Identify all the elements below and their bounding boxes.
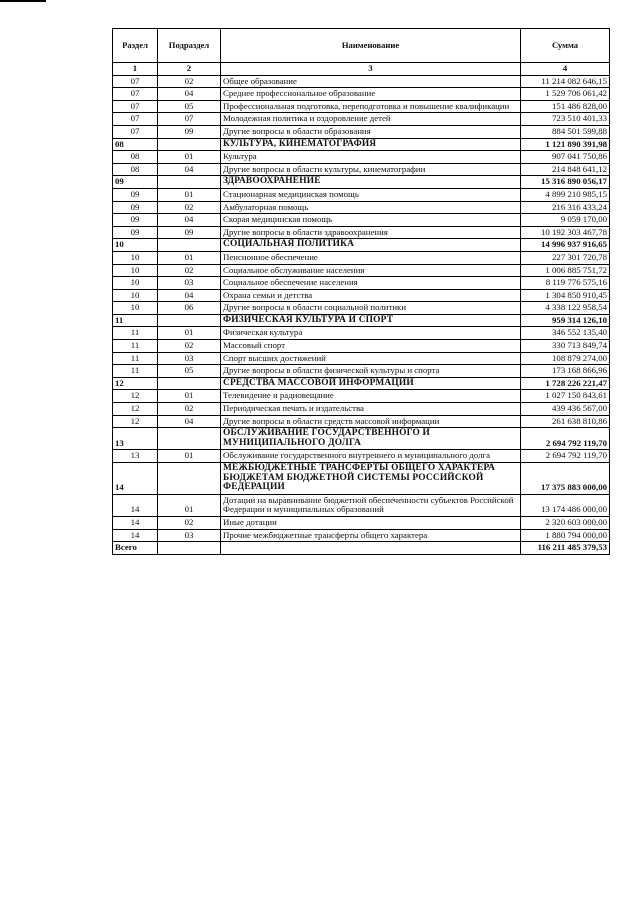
podrazdel-cell: 04: [158, 289, 221, 302]
table-row: [113, 251, 610, 264]
podrazdel-cell: 02: [158, 75, 221, 88]
podrazdel-cell: 01: [158, 494, 221, 516]
podrazdel-cell: 04: [158, 415, 221, 428]
budget-table: [112, 28, 610, 555]
razdel-cell: 10: [113, 251, 158, 264]
razdel-cell: 10: [113, 302, 158, 315]
sum-cell: 108 879 274,00: [521, 352, 610, 365]
name-cell: Другие вопросы в области средств массовой информации: [221, 415, 521, 428]
sum-cell: 2 694 792 119,70: [521, 428, 610, 450]
razdel-cell: 07: [113, 75, 158, 88]
name-cell: Пенсионное обеспечение: [221, 251, 521, 264]
razdel-cell: 07: [113, 88, 158, 101]
sum-cell: 1 121 890 391,98: [521, 138, 610, 151]
name-cell: Социальное обеспечение населения: [221, 277, 521, 290]
name-cell: СРЕДСТВА МАССОВОЙ ИНФОРМАЦИИ: [221, 377, 521, 390]
table-row: [113, 340, 610, 353]
sum-cell: 227 301 720,78: [521, 251, 610, 264]
section-row: [113, 463, 610, 495]
razdel-cell: 09: [113, 188, 158, 201]
podrazdel-cell: 09: [158, 226, 221, 239]
razdel-cell: 09: [113, 214, 158, 227]
top-rule: [0, 0, 46, 2]
razdel-cell: 10: [113, 264, 158, 277]
section-row: [113, 377, 610, 390]
razdel-cell: 09: [113, 226, 158, 239]
table-row: [113, 151, 610, 164]
column-number: 4: [521, 63, 610, 76]
sum-cell: 346 552 135,40: [521, 327, 610, 340]
podrazdel-cell: [158, 314, 221, 327]
name-cell: Социальное обслуживание населения: [221, 264, 521, 277]
name-cell: КУЛЬТУРА, КИНЕМАТОГРАФИЯ: [221, 138, 521, 151]
name-cell: ОБСЛУЖИВАНИЕ ГОСУДАРСТВЕННОГО И МУНИЦИПАЛЬНОГО ДОЛГА: [221, 428, 521, 450]
sum-cell: 1 728 226 221,47: [521, 377, 610, 390]
sum-cell: 9 059 170,00: [521, 214, 610, 227]
column-number: 2: [158, 63, 221, 76]
podrazdel-cell: 02: [158, 264, 221, 277]
podrazdel-cell: 01: [158, 188, 221, 201]
podrazdel-cell: 03: [158, 529, 221, 542]
podrazdel-cell: [158, 463, 221, 495]
razdel-cell: 07: [113, 113, 158, 126]
razdel-cell: 14: [113, 529, 158, 542]
name-cell: МЕЖБЮДЖЕТНЫЕ ТРАНСФЕРТЫ ОБЩЕГО ХАРАКТЕРА БЮДЖЕТАМ БЮДЖЕТНОЙ СИСТЕМЫ РОССИЙСКОЙ ФЕДЕРАЦИИ: [221, 463, 521, 495]
razdel-cell: 11: [113, 365, 158, 378]
podrazdel-cell: 04: [158, 88, 221, 101]
razdel-cell: 08: [113, 163, 158, 176]
sum-cell: 1 880 794 000,00: [521, 529, 610, 542]
section-row: [113, 176, 610, 189]
table-row: [113, 327, 610, 340]
podrazdel-cell: 01: [158, 251, 221, 264]
header-row: [113, 29, 610, 63]
name-cell: Телевидение и радиовещание: [221, 390, 521, 403]
table-row: [113, 450, 610, 463]
name-cell: Культура: [221, 151, 521, 164]
name-cell: Физическая культура: [221, 327, 521, 340]
header-sum: Сумма: [521, 29, 610, 63]
table-row: [113, 88, 610, 101]
sum-cell: 2 694 792 119,70: [521, 450, 610, 463]
table-row: [113, 529, 610, 542]
header-razdel: Раздел: [113, 29, 158, 63]
name-cell: Другие вопросы в области культуры, кинематографии: [221, 163, 521, 176]
sum-cell: 330 713 849,74: [521, 340, 610, 353]
name-cell: ФИЗИЧЕСКАЯ КУЛЬТУРА И СПОРТ: [221, 314, 521, 327]
table-row: [113, 352, 610, 365]
podrazdel-cell: [158, 176, 221, 189]
name-cell: Среднее профессиональное образование: [221, 88, 521, 101]
section-row: [113, 138, 610, 151]
table-row: [113, 100, 610, 113]
table-row: [113, 113, 610, 126]
total-row: [113, 542, 610, 555]
razdel-cell: 11: [113, 314, 158, 327]
table-body: [113, 75, 610, 542]
razdel-cell: 14: [113, 463, 158, 495]
table-row: [113, 302, 610, 315]
name-cell: Стационарная медицинская помощь: [221, 188, 521, 201]
sum-cell: 2 320 603 000,00: [521, 516, 610, 529]
sum-cell: 959 314 126,10: [521, 314, 610, 327]
sum-cell: 1 027 150 843,61: [521, 390, 610, 403]
sum-cell: 261 638 810,86: [521, 415, 610, 428]
table-row: [113, 264, 610, 277]
razdel-cell: 10: [113, 277, 158, 290]
podrazdel-cell: 02: [158, 516, 221, 529]
sum-cell: 439 436 567,00: [521, 403, 610, 416]
podrazdel-cell: [158, 239, 221, 252]
table-row: [113, 214, 610, 227]
sum-cell: 15 316 890 056,17: [521, 176, 610, 189]
razdel-cell: 09: [113, 176, 158, 189]
sum-cell: 173 168 866,96: [521, 365, 610, 378]
name-cell: Периодическая печать и издательства: [221, 403, 521, 416]
sum-cell: 723 510 401,33: [521, 113, 610, 126]
name-cell: Скорая медицинская помощь: [221, 214, 521, 227]
name-cell: Другие вопросы в области образования: [221, 125, 521, 138]
table-row: [113, 390, 610, 403]
podrazdel-cell: 01: [158, 390, 221, 403]
name-cell: Амбулаторная помощь: [221, 201, 521, 214]
sum-cell: 151 486 828,00: [521, 100, 610, 113]
name-cell: Общее образование: [221, 75, 521, 88]
table-row: [113, 188, 610, 201]
total-empty-cell: [221, 542, 521, 555]
razdel-cell: 07: [113, 125, 158, 138]
razdel-cell: 11: [113, 352, 158, 365]
razdel-cell: 11: [113, 327, 158, 340]
sum-cell: 13 174 486 000,00: [521, 494, 610, 516]
name-cell: Охрана семьи и детства: [221, 289, 521, 302]
table-row: [113, 403, 610, 416]
podrazdel-cell: 06: [158, 302, 221, 315]
sum-cell: 1 529 706 061,42: [521, 88, 610, 101]
podrazdel-cell: 03: [158, 277, 221, 290]
podrazdel-cell: 04: [158, 214, 221, 227]
razdel-cell: 11: [113, 340, 158, 353]
section-row: [113, 428, 610, 450]
name-cell: Другие вопросы в области здравоохранения: [221, 226, 521, 239]
name-cell: Молодежная политика и оздоровление детей: [221, 113, 521, 126]
table-row: [113, 415, 610, 428]
sum-cell: 4 899 210 985,15: [521, 188, 610, 201]
table-row: [113, 201, 610, 214]
podrazdel-cell: 01: [158, 450, 221, 463]
column-number: 1: [113, 63, 158, 76]
podrazdel-cell: [158, 377, 221, 390]
sum-cell: 214 848 641,12: [521, 163, 610, 176]
razdel-cell: 12: [113, 403, 158, 416]
razdel-cell: 13: [113, 428, 158, 450]
razdel-cell: 07: [113, 100, 158, 113]
header-podrazdel: Подраздел: [158, 29, 221, 63]
name-cell: СОЦИАЛЬНАЯ ПОЛИТИКА: [221, 239, 521, 252]
table-row: [113, 494, 610, 516]
table-row: [113, 277, 610, 290]
razdel-cell: 12: [113, 415, 158, 428]
podrazdel-cell: [158, 428, 221, 450]
name-cell: Иные дотации: [221, 516, 521, 529]
podrazdel-cell: 05: [158, 365, 221, 378]
table-row: [113, 289, 610, 302]
total-label: Всего: [113, 542, 158, 555]
podrazdel-cell: 01: [158, 151, 221, 164]
sum-cell: 8 119 776 575,16: [521, 277, 610, 290]
column-number-row: [113, 63, 610, 76]
razdel-cell: 10: [113, 289, 158, 302]
section-row: [113, 314, 610, 327]
podrazdel-cell: 09: [158, 125, 221, 138]
name-cell: Другие вопросы в области социальной политики: [221, 302, 521, 315]
podrazdel-cell: 01: [158, 327, 221, 340]
sum-cell: 11 214 082 646,15: [521, 75, 610, 88]
total-empty-cell: [158, 542, 221, 555]
podrazdel-cell: 04: [158, 163, 221, 176]
name-cell: Другие вопросы в области физической культуры и спорта: [221, 365, 521, 378]
sum-cell: 14 996 937 916,65: [521, 239, 610, 252]
podrazdel-cell: 02: [158, 201, 221, 214]
razdel-cell: 13: [113, 450, 158, 463]
podrazdel-cell: 02: [158, 340, 221, 353]
table-row: [113, 75, 610, 88]
total-sum: 116 211 485 379,53: [521, 542, 610, 555]
header-name: Наименование: [221, 29, 521, 63]
name-cell: Обслуживание государственного внутреннего и муниципального долга: [221, 450, 521, 463]
table-row: [113, 163, 610, 176]
table-row: [113, 226, 610, 239]
podrazdel-cell: 03: [158, 352, 221, 365]
table-row: [113, 125, 610, 138]
razdel-cell: 12: [113, 377, 158, 390]
razdel-cell: 08: [113, 138, 158, 151]
podrazdel-cell: [158, 138, 221, 151]
podrazdel-cell: 02: [158, 403, 221, 416]
razdel-cell: 10: [113, 239, 158, 252]
sum-cell: 10 192 303 467,78: [521, 226, 610, 239]
razdel-cell: 12: [113, 390, 158, 403]
name-cell: Прочие межбюджетные трансферты общего характера: [221, 529, 521, 542]
razdel-cell: 09: [113, 201, 158, 214]
podrazdel-cell: 07: [158, 113, 221, 126]
sum-cell: 907 041 750,86: [521, 151, 610, 164]
razdel-cell: 08: [113, 151, 158, 164]
sum-cell: 1 006 885 751,72: [521, 264, 610, 277]
razdel-cell: 14: [113, 516, 158, 529]
sum-cell: 1 304 850 910,45: [521, 289, 610, 302]
section-row: [113, 239, 610, 252]
name-cell: Профессиональная подготовка, переподготовка и повышение квалификации: [221, 100, 521, 113]
sum-cell: 216 316 433,24: [521, 201, 610, 214]
sum-cell: 17 375 883 000,00: [521, 463, 610, 495]
sum-cell: 884 501 599,88: [521, 125, 610, 138]
podrazdel-cell: 05: [158, 100, 221, 113]
name-cell: Дотации на выравнивание бюджетной обеспеченности субъектов Российской Федерации и муниципальных образований: [221, 494, 521, 516]
name-cell: Спорт высших достижений: [221, 352, 521, 365]
table-row: [113, 516, 610, 529]
sum-cell: 4 338 122 958,54: [521, 302, 610, 315]
column-number: 3: [221, 63, 521, 76]
razdel-cell: 14: [113, 494, 158, 516]
name-cell: ЗДРАВООХРАНЕНИЕ: [221, 176, 521, 189]
name-cell: Массовый спорт: [221, 340, 521, 353]
table-row: [113, 365, 610, 378]
